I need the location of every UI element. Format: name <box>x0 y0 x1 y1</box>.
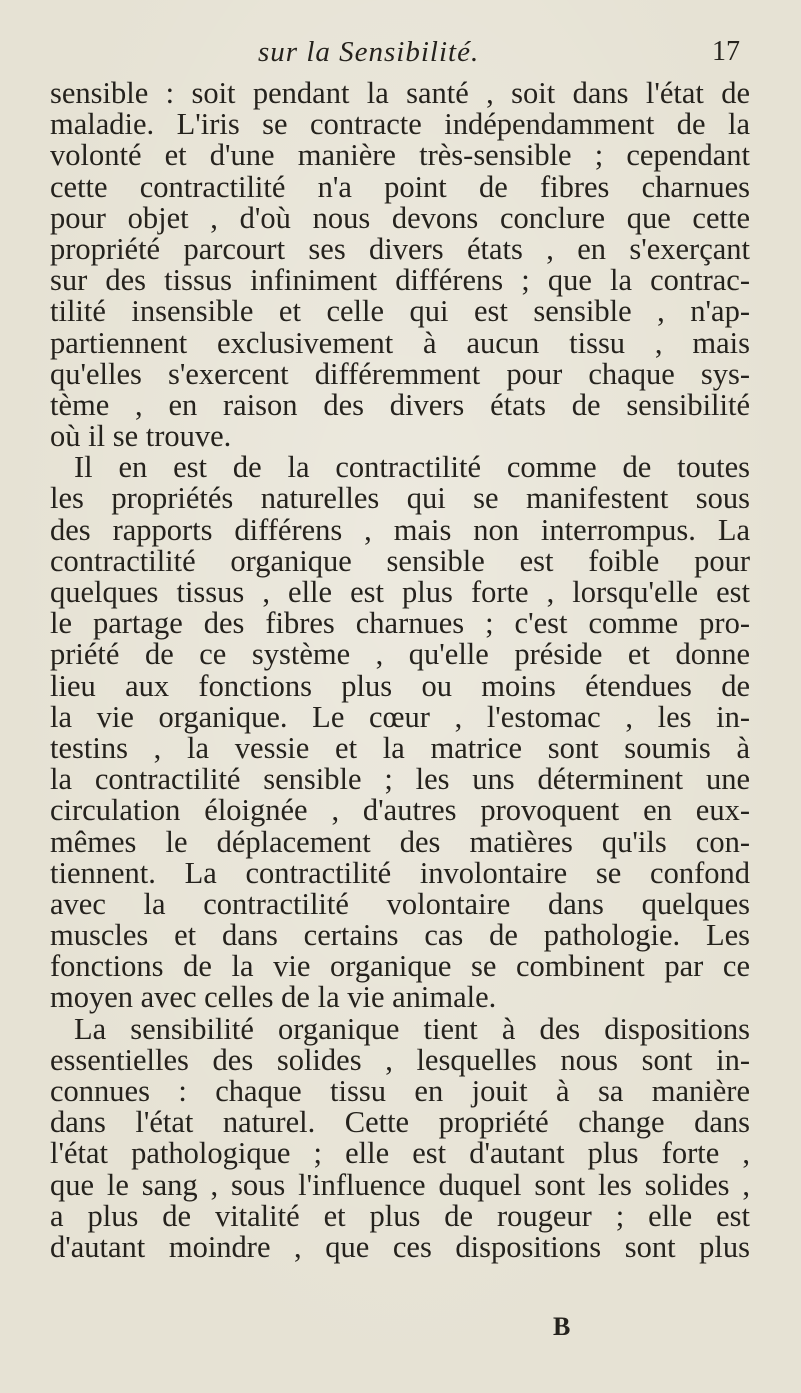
text-line: testins , la vessie et la matrice sont soumis à <box>50 730 750 765</box>
text-line: la vie organique. Le cœur , l'estomac , les in- <box>50 699 750 734</box>
text-line: l'état pathologique ; elle est d'autant plus forte , <box>50 1136 750 1171</box>
text-line: sensible : soit pendant la santé , soit dans l'état de <box>50 76 750 110</box>
text-line: partiennent exclusivement à aucun tissu , mais <box>50 325 750 360</box>
text-line: la contractilité sensible ; les uns déterminent une <box>50 762 750 797</box>
text-line: cette contractilité n'a point de fibres charnues <box>50 169 750 204</box>
text-line: pour objet , d'où nous devons conclure que cette <box>50 200 750 235</box>
running-head-title: sur la Sensibilité. <box>258 36 480 68</box>
paragraph-start: La sensibilité organique tient à des dispositions <box>74 1011 750 1046</box>
text-line: circulation éloignée , d'autres provoquent en eux- <box>50 793 750 828</box>
text-line: propriété parcourt ses divers états , en s'exerçant <box>50 231 750 266</box>
text-line: sur des tissus infiniment différens ; que la contrac- <box>50 263 750 298</box>
text-line: quelques tissus , elle est plus forte , lorsqu'elle est <box>50 575 750 609</box>
signature-mark: B <box>553 1312 571 1341</box>
body-text <box>50 78 750 1263</box>
text-line: maladie. L'iris se contracte indépendamment de la <box>50 107 750 142</box>
text-line: des rapports différens , mais non interrompus. La <box>50 512 750 547</box>
text-line: avec la contractilité volontaire dans quelques <box>50 886 750 921</box>
text-line: a plus de vitalité et plus de rougeur ; elle est <box>50 1198 750 1233</box>
text-line: moyen avec celles de la vie animale. <box>50 980 497 1015</box>
text-line: tiennent. La contractilité involontaire se confond <box>50 855 750 890</box>
text-line: contractilité organique sensible est foible pour <box>50 543 750 578</box>
text-line: le partage des fibres charnues ; c'est comme pro- <box>50 606 750 641</box>
text-line: où il se trouve. <box>50 419 232 454</box>
text-line: mêmes le déplacement des matières qu'ils con- <box>50 824 750 859</box>
page-number: 17 <box>712 36 740 67</box>
text-line: volonté et d'une manière très-sensible ; cependant <box>50 138 750 173</box>
text-line: tème , en raison des divers états de sensibilité <box>50 387 750 422</box>
text-line: fonctions de la vie organique se combinent par ce <box>50 949 750 984</box>
text-line: priété de ce système , qu'elle préside et donne <box>50 637 750 672</box>
paragraph-start: Il en est de la contractilité comme de toutes <box>74 450 750 485</box>
text-line: qu'elles s'exercent différemment pour chaque sys- <box>50 356 750 391</box>
text-line: essentielles des solides , lesquelles nous sont in- <box>50 1042 750 1077</box>
text-line: muscles et dans certains cas de pathologie. Les <box>50 918 750 953</box>
text-line: tilité insensible et celle qui est sensible , n'ap- <box>50 294 750 329</box>
text-line: dans l'état naturel. Cette propriété change dans <box>50 1105 750 1140</box>
text-line: d'autant moindre , que ces dispositions sont plus <box>50 1229 750 1264</box>
text-line: connues : chaque tissu en jouit à sa manière <box>50 1074 750 1108</box>
text-line: les propriétés naturelles qui se manifestent sous <box>50 481 750 516</box>
text-line: lieu aux fonctions plus ou moins étendues de <box>50 668 750 703</box>
text-line: que le sang , sous l'influence duquel sont les solides , <box>50 1167 750 1202</box>
running-head <box>0 36 801 72</box>
